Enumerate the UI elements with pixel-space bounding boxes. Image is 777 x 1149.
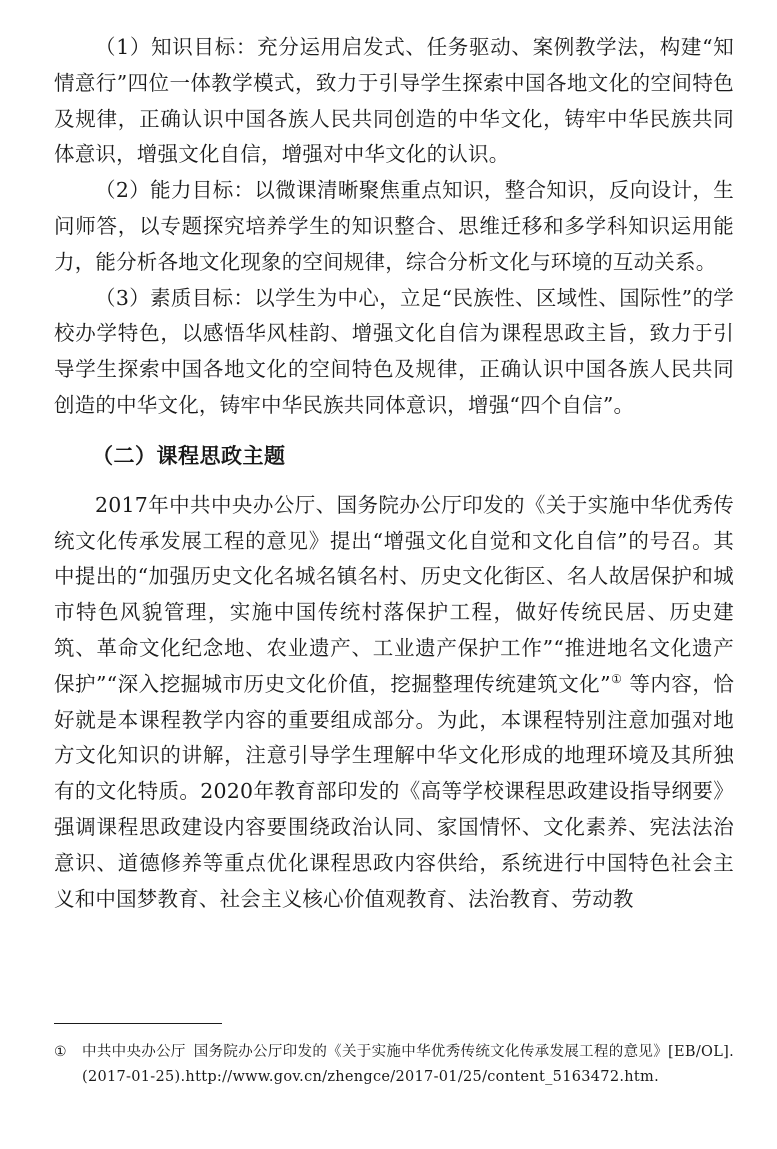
section-body-text-part2: 等内容，恰好就是本课程教学内容的重要组成部分。为此，本课程特别注意加强对地方文化知识的讲解，注意引导学生理解中华文化形成的地理环境及其所独有的文化特质。2020年教育部印发的《高等学校课程思政建设指导纲要》强调课程思政建设内容要围绕政治认同、家国情怀、文化素养、宪法法治意识、道德修养等重点优化课程思政内容供给，系统进行中国特色社会主义和中国梦教育、社会主义核心价值观教育、法治教育、劳动教	[54, 671, 734, 911]
quality-goal-paragraph: （3）素质目标：以学生为中心，立足“民族性、区域性、国际性”的学校办学特色，以感悟华风桂韵、增强文化自信为课程思政主旨，致力于引导学生探索中国各地文化的空间特色及规律，正确认识中国各族人民共同创造的中华文化，铸牢中华民族共同体意识，增强“四个自信”。	[54, 285, 734, 417]
footnote-mark: ①	[54, 1044, 67, 1060]
section-body-text-part1: 2017年中共中央办公厅、国务院办公厅印发的《关于实施中华优秀传统文化传承发展工程的意见》提出“增强文化自觉和文化自信”的号召。其中提出的“加强历史文化名城名镇名村、历史文化街区、名人故居保护和城市特色风貌管理，实施中国传统村落保护工程，做好传统民居、历史建筑、革命文化纪念地、农业遗产、工业遗产保护工作”“推进地名文化遗产保护”“深入挖掘城市历史文化价值，挖掘整理传统建筑文化”	[54, 492, 734, 696]
footnote-divider	[54, 1023, 222, 1024]
footnote-author: 中共中央办公厅	[82, 1044, 186, 1060]
section-heading: （二）课程思政主题	[92, 443, 286, 468]
ability-goal-paragraph: （2）能力目标：以微课清晰聚焦重点知识，整合知识，反向设计，生问师答，以专题探究培养学生的知识整合、思维迁移和多学科知识运用能力，能分析各地文化现象的空间规律，综合分析文化与环境的互动关系。	[54, 178, 734, 274]
footnote-text: 国务院办公厅印发的《关于实施中华优秀传统文化传承发展工程的意见》[EB/OL].(2017-01-25).http://www.gov.cn/zhengce/2017-01/25/content_5163472.htm.	[82, 1044, 734, 1085]
knowledge-goal-paragraph: （1）知识目标：充分运用启发式、任务驱动、案例教学法，构建“知情意行”四位一体教学模式，致力于引导学生探索中国各地文化的空间特色及规律，正确认识中国各族人民共同创造的中华文化，铸牢中华民族共同体意识，增强文化自信，增强对中华文化的认识。	[54, 35, 734, 167]
footnote-reference[interactable]: ①	[610, 671, 623, 686]
document-page	[54, 30, 734, 917]
section-body-paragraph	[54, 488, 734, 918]
footnote-body	[82, 1040, 734, 1090]
footnote	[54, 1040, 734, 1090]
